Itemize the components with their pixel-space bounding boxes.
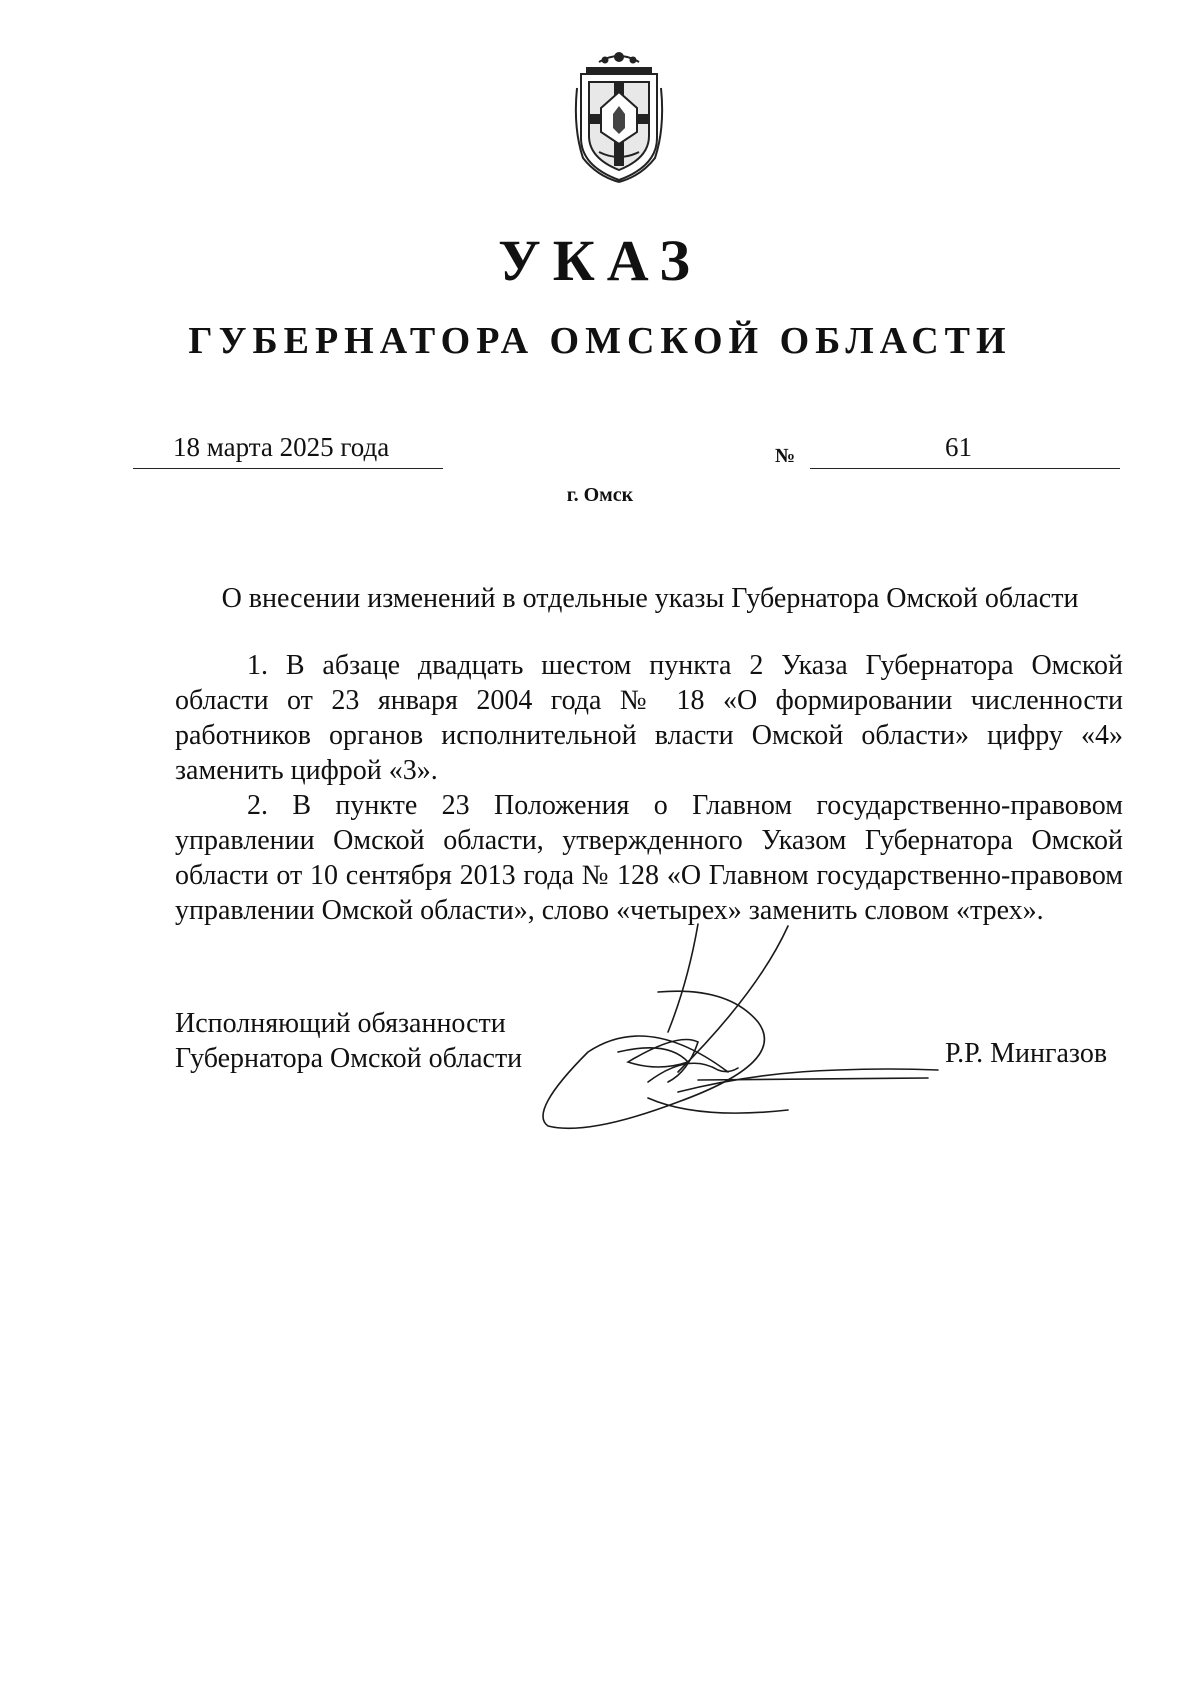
signer-name: Р.Р. Мингазов xyxy=(945,1038,1108,1069)
document-type-title: УКАЗ xyxy=(498,228,702,293)
document-body xyxy=(175,648,1123,928)
city-label: г. Омск xyxy=(566,484,634,506)
signer-position xyxy=(175,1006,522,1076)
handwritten-signature xyxy=(528,922,948,1140)
document-number: 61 xyxy=(945,432,972,462)
document-heading: О внесении изменений в отдельные указы Губернатора Омской области xyxy=(221,583,1079,614)
number-sign: № xyxy=(775,445,796,467)
signer-position-line-1: Исполняющий обязанности xyxy=(175,1008,506,1039)
document-date: 18 марта 2025 года xyxy=(173,432,390,462)
coat-of-arms-emblem xyxy=(569,48,669,186)
issuer-subtitle: ГУБЕРНАТОРА ОМСКОЙ ОБЛАСТИ xyxy=(188,320,1012,362)
paragraph-2: 2. В пункте 23 Положения о Главном государственно-правовом управлении Омской области, утвержденного Указом Губернатора Омской области от 10 сентября 2013 года № 128 «О Главном государственно-правовом управлении Омской области», слово «четырех» заменить словом «трех». xyxy=(175,790,1123,926)
paragraph-1: 1. В абзаце двадцать шестом пункта 2 Указа Губернатора Омской области от 23 января 2004 года № 18 «О формировании численности работников органов исполнительной власти Омской области» цифру «4» заменить цифрой «3». xyxy=(175,650,1123,786)
signer-position-line-2: Губернатора Омской области xyxy=(175,1043,523,1074)
